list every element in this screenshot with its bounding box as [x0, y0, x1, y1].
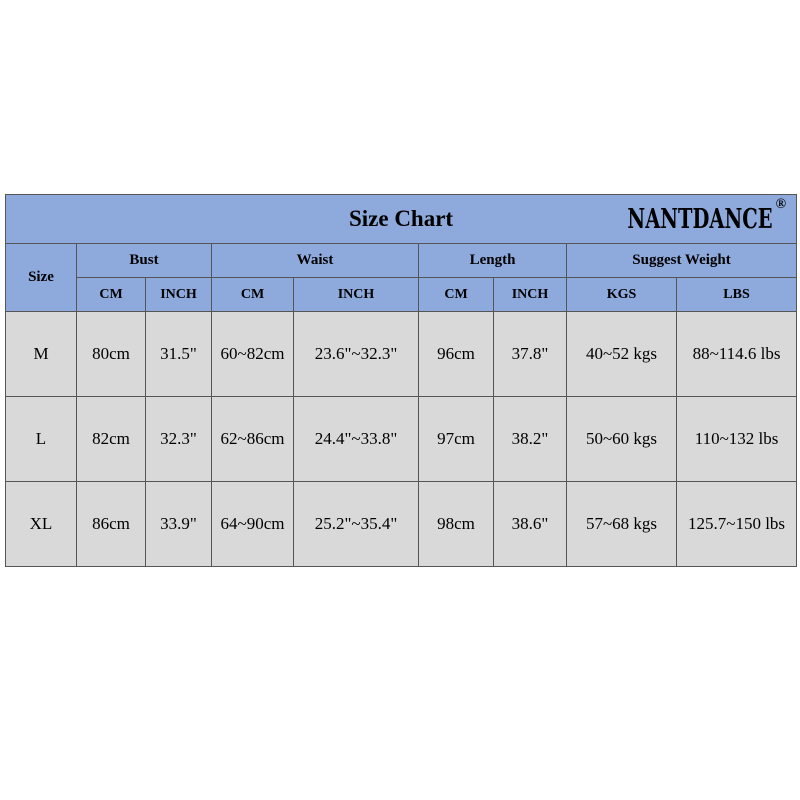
group-header-bust: Bust	[77, 244, 212, 278]
table-cell: 97cm	[419, 397, 494, 482]
table-cell: 60~82cm	[212, 312, 294, 397]
table-cell: 80cm	[77, 312, 146, 397]
table-cell: 62~86cm	[212, 397, 294, 482]
unit-header: LBS	[677, 278, 797, 312]
size-label: L	[6, 397, 77, 482]
size-label: M	[6, 312, 77, 397]
table-row	[6, 397, 797, 482]
table-cell: 86cm	[77, 482, 146, 567]
unit-header: INCH	[294, 278, 419, 312]
unit-header: CM	[212, 278, 294, 312]
table-cell: 33.9"	[146, 482, 212, 567]
title-cell	[6, 195, 797, 244]
table-cell: 98cm	[419, 482, 494, 567]
table-cell: 96cm	[419, 312, 494, 397]
table-cell: 32.3"	[146, 397, 212, 482]
unit-header-row	[6, 278, 797, 312]
title-row	[6, 195, 797, 244]
table-cell: 24.4"~33.8"	[294, 397, 419, 482]
table-cell: 40~52 kgs	[567, 312, 677, 397]
table-cell: 31.5"	[146, 312, 212, 397]
table-cell: 125.7~150 lbs	[677, 482, 797, 567]
unit-header: INCH	[146, 278, 212, 312]
registered-mark-icon: ®	[775, 197, 787, 212]
unit-header: CM	[419, 278, 494, 312]
table-cell: 57~68 kgs	[567, 482, 677, 567]
group-header-waist: Waist	[212, 244, 419, 278]
table-row	[6, 312, 797, 397]
table-cell: 50~60 kgs	[567, 397, 677, 482]
size-label: XL	[6, 482, 77, 567]
size-chart-table	[5, 194, 797, 567]
group-header-weight: Suggest Weight	[567, 244, 797, 278]
table-cell: 88~114.6 lbs	[677, 312, 797, 397]
unit-header: KGS	[567, 278, 677, 312]
table-cell: 37.8"	[494, 312, 567, 397]
table-cell: 38.6"	[494, 482, 567, 567]
table-cell: 82cm	[77, 397, 146, 482]
table-row	[6, 482, 797, 567]
table-cell: 25.2"~35.4"	[294, 482, 419, 567]
table-cell: 64~90cm	[212, 482, 294, 567]
page-title: Size Chart	[348, 206, 454, 231]
group-header-length: Length	[419, 244, 567, 278]
size-column-header: Size	[6, 244, 77, 312]
unit-header: INCH	[494, 278, 567, 312]
table-cell: 23.6"~32.3"	[294, 312, 419, 397]
group-header-row	[6, 244, 797, 278]
table-cell: 110~132 lbs	[677, 397, 797, 482]
table-cell: 38.2"	[494, 397, 567, 482]
brand-logo: NANTDANCE	[626, 204, 773, 235]
unit-header: CM	[77, 278, 146, 312]
